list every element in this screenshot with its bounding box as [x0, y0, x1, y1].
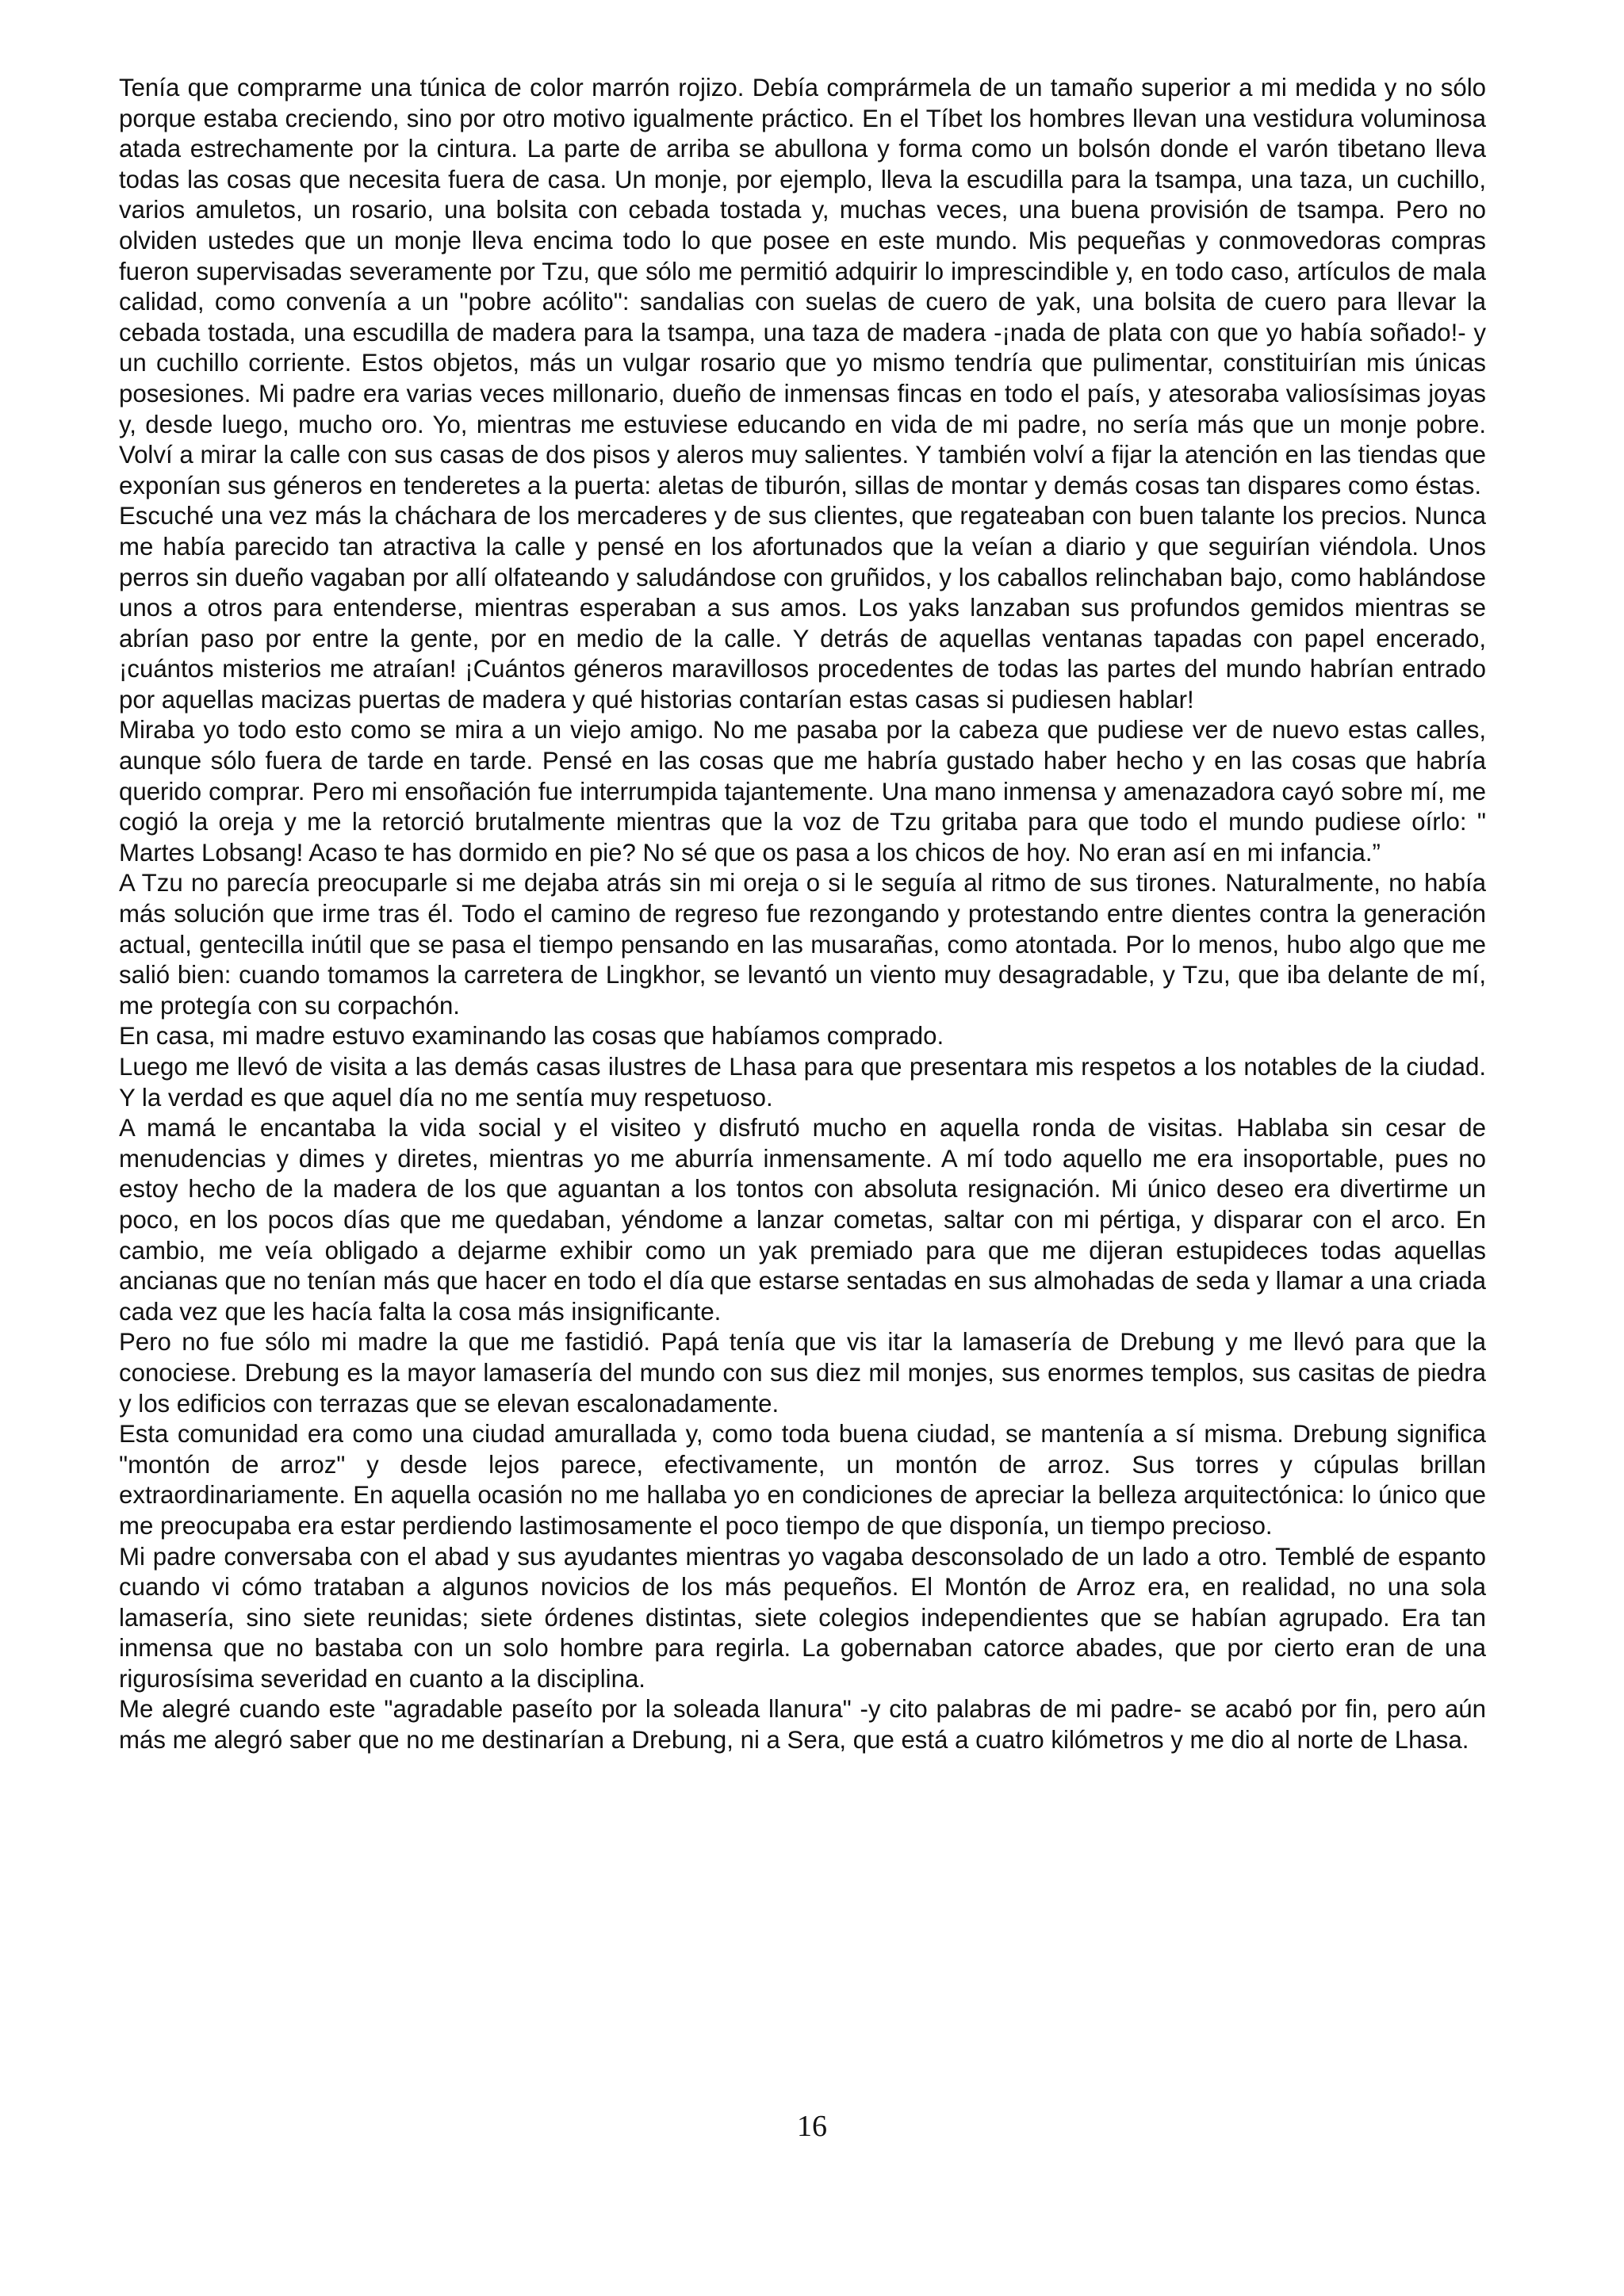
paragraph: Pero no fue sólo mi madre la que me fastidió. Papá tenía que vis itar la lamasería de Drebung y me llevó para que la conociese. Drebung es la mayor lamasería del mundo con sus diez mil monjes, sus enormes templos, sus casitas de piedra y los edificios con terrazas que se elevan escalonadamente.: [119, 1328, 1486, 1418]
paragraph: A mamá le encantaba la vida social y el visiteo y disfrutó mucho en aquella ronda de visitas. Hablaba sin cesar de menudencias y dimes y diretes, mientras yo me aburría inmensamente. A mí todo aquello me era insoportable, pues no estoy hecho de la madera de los que aguantan a los tontos con absoluta resignación. Mi único deseo era divertirme un poco, en los pocos días que me quedaban, yéndome a lanzar cometas, saltar con mi pértiga, y disparar con el arco. En cambio, me veía obligado a dejarme exhibir como un yak premiado para que me dijeran estupideces todas aquellas ancianas que no tenían más que hacer en todo el día que estarse sentadas en sus almohadas de seda y llamar a una criada cada vez que les hacía falta la cosa más insignificante.: [119, 1114, 1486, 1326]
paragraph: En casa, mi madre estuvo examinando las cosas que habíamos comprado.: [119, 1022, 944, 1050]
paragraph: Esta comunidad era como una ciudad amurallada y, como toda buena ciudad, se mantenía a sí misma. Drebung significa "montón de arroz" y desde lejos parece, efectivamente, un montón de arroz. Sus torres y cúpulas brillan extraordinariamente. En aquella ocasión no me hallaba yo en condiciones de apreciar la belleza arquitectónica: lo único que me preocupaba era estar perdiendo lastimosamente el poco tiempo de que disponía, un tiempo precioso.: [119, 1420, 1486, 1540]
body-text: [119, 73, 1486, 1756]
paragraph: Me alegré cuando este "agradable paseíto por la soleada llanura" -y cito palabras de mi padre- se acabó por fin, pero aún más me alegró saber que no me destinarían a Drebung, ni a Sera, que está a cuatro kilómetros y me dio al norte de Lhasa.: [119, 1695, 1486, 1755]
page-number: 16: [797, 2110, 827, 2143]
paragraph: Miraba yo todo esto como se mira a un viejo amigo. No me pasaba por la cabeza que pudiese ver de nuevo estas calles, aunque sólo fuera de tarde en tarde. Pensé en las cosas que me habría gustado haber hecho y en las cosas que habría querido comprar. Pero mi ensoñación fue interrumpida tajantemente. Una mano inmensa y amenazadora cayó sobre mí, me cogió la oreja y me la retorció brutalmente mientras que la voz de Tzu gritaba para que todo el mundo pudiese oírlo: " Martes Lobsang! Acaso te has dormido en pie? No sé que os pasa a los chicos de hoy. No eran así en mi infancia.”: [119, 716, 1486, 867]
paragraph: Mi padre conversaba con el abad y sus ayudantes mientras yo vagaba desconsolado de un lado a otro. Temblé de espanto cuando vi cómo trataban a algunos novicios de los más pequeños. El Montón de Arroz era, en realidad, no una sola lamasería, sino siete reunidas; siete órdenes distintas, siete colegios independientes que se habían agrupado. Era tan inmensa que no bastaba con un solo hombre para regirla. La gobernaban catorce abades, que por cierto eran de una rigurosísima severidad en cuanto a la disciplina.: [119, 1542, 1486, 1693]
paragraph: A Tzu no parecía preocuparle si me dejaba atrás sin mi oreja o si le seguía al ritmo de sus tirones. Naturalmente, no había más solución que irme tras él. Todo el camino de regreso fue rezongando y protestando entre dientes contra la generación actual, gentecilla inútil que se pasa el tiempo pensando en las musarañas, como atontada. Por lo menos, hubo algo que me salió bien: cuando tomamos la carretera de Lingkhor, se levantó un viento muy desagradable, y Tzu, que iba delante de mí, me protegía con su corpachón.: [119, 869, 1486, 1020]
paragraph: Escuché una vez más la cháchara de los mercaderes y de sus clientes, que regateaban con buen talante los precios. Nunca me había parecido tan atractiva la calle y pensé en los afortunados que la veían a diario y que seguirían viéndola. Unos perros sin dueño vagaban por allí olfateando y saludándose con gruñidos, y los caballos relinchaban bajo, como hablándose unos a otros para entenderse, mientras esperaban a sus amos. Los yaks lanzaban sus profundos gemidos mientras se abrían paso por entre la gente, por en medio de la calle. Y detrás de aquellas ventanas tapadas con papel encerado, ¡cuántos misterios me atraían! ¡Cuántos géneros maravillosos procedentes de todas las partes del mundo habrían entrado por aquellas macizas puertas de madera y qué historias contarían estas casas si pudiesen hablar!: [119, 502, 1486, 714]
paragraph: Tenía que comprarme una túnica de color marrón rojizo. Debía comprármela de un tamaño superior a mi medida y no sólo porque estaba creciendo, sino por otro motivo igualmente práctico. En el Tíbet los hombres llevan una vestidura voluminosa atada estrechamente por la cintura. La parte de arriba se abullona y forma como un bolsón donde el varón tibetano lleva todas las cosas que necesita fuera de casa. Un monje, por ejemplo, lleva la escudilla para la tsampa, una taza, un cuchillo, varios amuletos, un rosario, una bolsita con cebada tostada y, muchas veces, una buena provisión de tsampa. Pero no olviden ustedes que un monje lleva encima todo lo que posee en este mundo. Mis pequeñas y conmovedoras compras fueron supervisadas severamente por Tzu, que sólo me permitió adquirir lo imprescindible y, en todo caso, artículos de mala calidad, como convenía a un "pobre acólito": sandalias con suelas de cuero de yak, una bolsita de cuero para llevar la cebada tostada, una escudilla de madera para la tsampa, una taza de madera -¡nada de plata con que yo había soñado!- y un cuchillo corriente. Estos objetos, más un vulgar rosario que yo mismo tendría que pulimentar, constituirían mis únicas posesiones. Mi padre era varias veces millonario, dueño de inmensas fincas en todo el país, y atesoraba valiosísimas joyas y, desde luego, mucho oro. Yo, mientras me estuviese educando en vida de mi padre, no sería más que un monje pobre. Volví a mirar la calle con sus casas de dos pisos y aleros muy salientes. Y también volví a fijar la atención en las tiendas que exponían sus géneros en tenderetes a la puerta: aletas de tiburón, sillas de montar y demás cosas tan dispares como éstas.: [119, 74, 1486, 499]
paragraph: Luego me llevó de visita a las demás casas ilustres de Lhasa para que presentara mis respetos a los notables de la ciudad. Y la verdad es que aquel día no me sentía muy respetuoso.: [119, 1053, 1486, 1112]
